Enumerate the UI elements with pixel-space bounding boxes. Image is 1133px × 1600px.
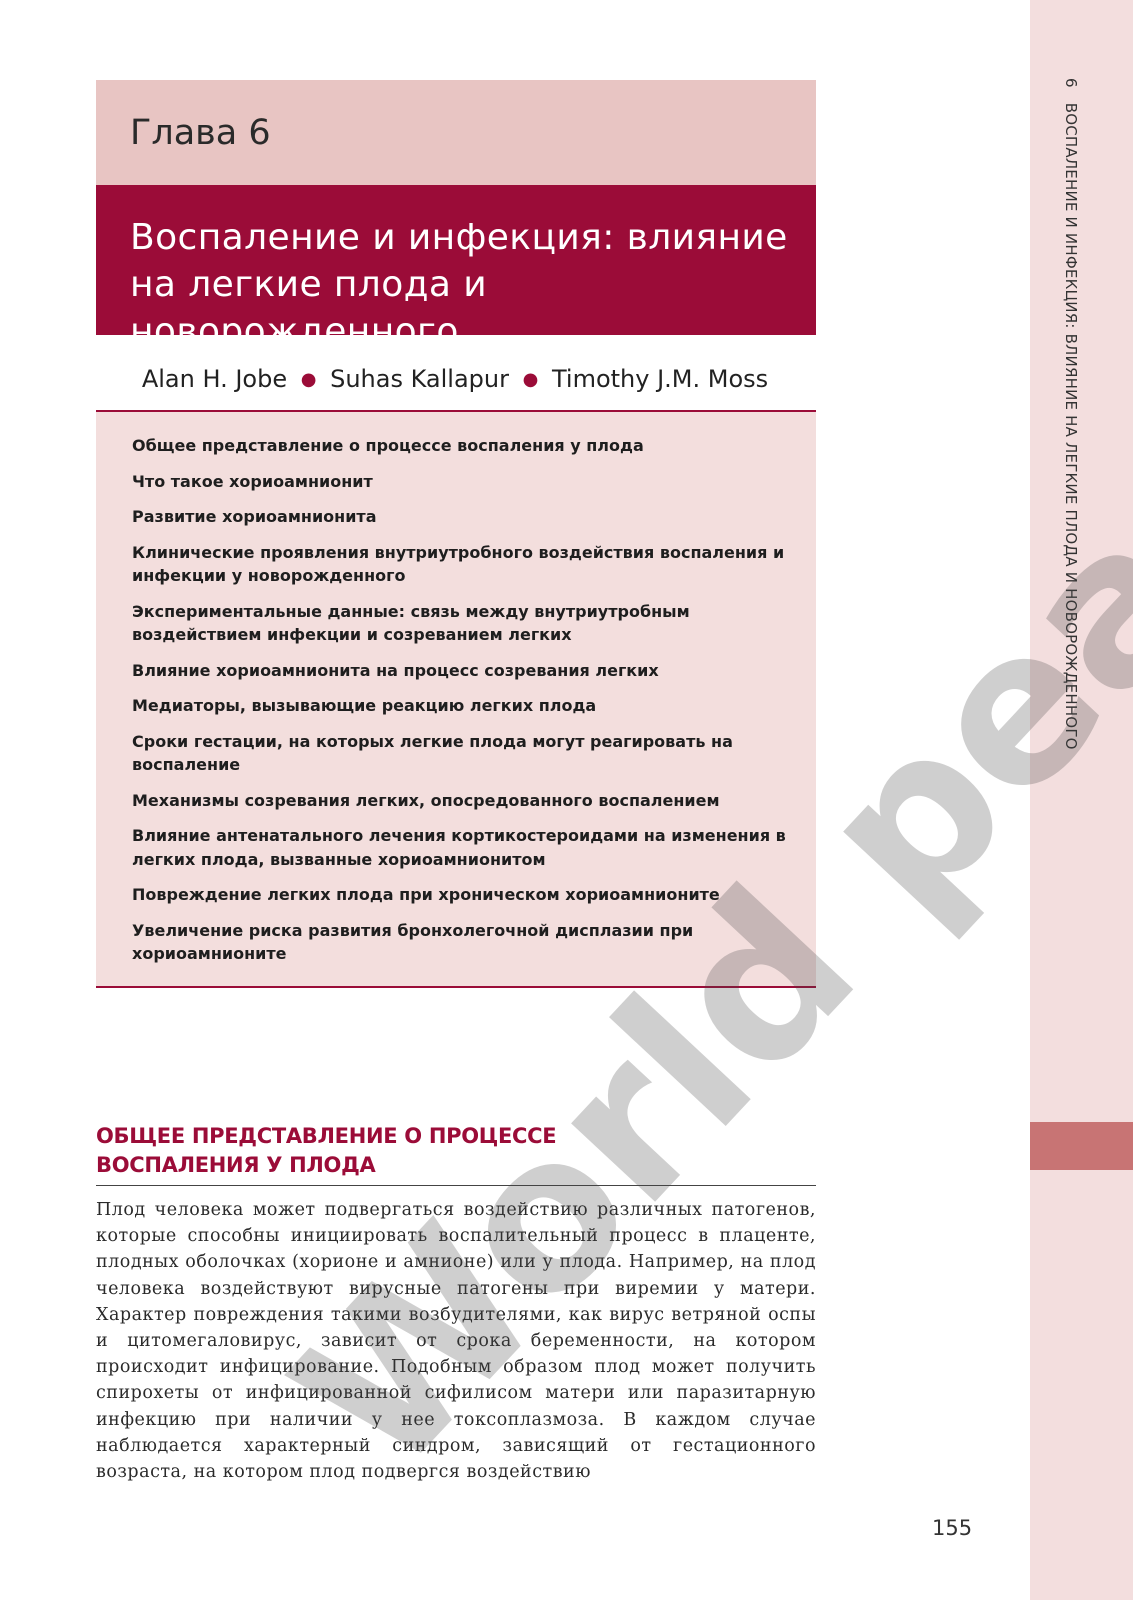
page-number: 155 [932,1516,973,1540]
chapter-title [130,214,810,355]
chapter-contents-list [132,434,792,978]
contents-item: Развитие хориоамнионита [132,507,377,526]
author-separator-bullet: ● [522,369,539,390]
chapter-contents-box [96,410,816,988]
chapter-title-line-2: на легкие плода и новорожденного [130,264,488,352]
author: Suhas Kallapur [330,365,509,393]
contents-item: Общее представление о процессе воспаления у плода [132,436,644,455]
author: Timothy J.M. Moss [551,365,769,393]
contents-item: Что такое хориоамнионит [132,471,373,491]
contents-item: Сроки гестации, на которых легкие плода могут реагировать на воспаление [132,731,733,774]
running-title-text: ВОСПАЛЕНИЕ И ИНФЕКЦИЯ: ВЛИЯНИЕ НА ЛЕГКИЕ ПЛОДА И НОВОРОЖДЕННОГО [1062,102,1080,750]
contents-item: Повреждение легких плода при хроническом хориоамнионите [132,885,720,904]
contents-item: Экспериментальные данные: связь между внутриутробным воздействием инфекции и созреванием легких [132,601,690,644]
chapter-label: Глава 6 [130,113,271,153]
section-heading-line-2: ВОСПАЛЕНИЯ У ПЛОДА [96,1153,376,1177]
author-separator-bullet: ● [300,369,317,390]
contents-item: Клинические проявления внутриутробного воздействия воспаления и инфекции у новорожденного [132,542,785,585]
side-tab-strip [1030,0,1133,1600]
contents-item: Медиаторы, вызывающие реакцию легких плода [132,696,597,715]
author: Alan H. Jobe [141,365,288,393]
contents-item: Влияние антенатального лечения кортикостероидами на изменения в легких плода, вызванные хориоамнионитом [132,826,786,869]
running-title [1062,78,1080,750]
side-tab-marker [1030,1122,1133,1170]
chapter-title-line-1: Воспаление и инфекция: влияние [130,217,788,258]
authors [0,365,910,393]
watermark-text: World peace! [249,206,1133,1519]
running-chapter-number: 6 [1062,78,1080,88]
section-heading [96,1122,816,1186]
contents-item: Влияние хориоамнионита на процесс созревания легких [132,660,659,680]
section-heading-line-1: ОБЩЕЕ ПРЕДСТАВЛЕНИЕ О ПРОЦЕССЕ [96,1124,557,1148]
section-body-paragraph: Плод человека может подвергаться воздействию различных патогенов, которые способны инициировать воспалительный процесс в плаценте, плодных оболочках (хорионе и амнионе) или у плода. Например, на плод человека воздействуют вирусные патогены при виремии у матери. Характер повреждения такими возбудителями, как вирус ветряной оспы и цитомегаловирус, зависит от срока беременности, на котором происходит инфицирование. Подобным образом плод может получить спирохеты от инфицированной сифилисом матери или паразитарную инфекцию при наличии у нее токсоплазмоза. В каждом случае наблюдается характерный синдром, зависящий от гестационного возраста, на котором плод подвергся воздействию [96,1200,816,1483]
contents-item: Механизмы созревания легких, опосредованного воспалением [132,790,720,810]
contents-item: Увеличение риска развития бронхолегочной дисплазии при хориоамнионите [132,920,694,963]
